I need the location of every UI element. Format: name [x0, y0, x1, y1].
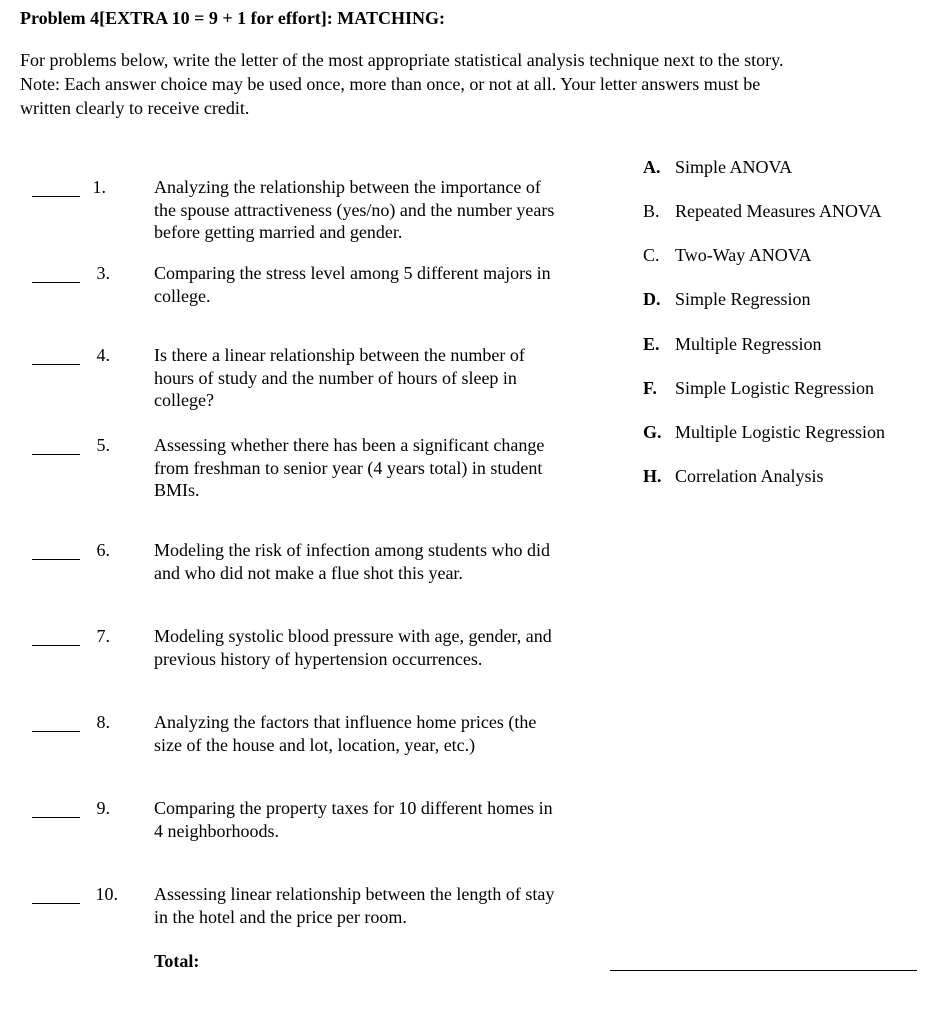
problem-line: Analyzing the factors that influence home prices (the: [154, 712, 537, 732]
answer-choice: [643, 157, 792, 178]
problem-line: 4 neighborhoods.: [154, 820, 279, 841]
answer-choice: [643, 334, 822, 355]
answer-choice: [643, 289, 811, 310]
answer-choice: [643, 245, 811, 266]
problem-line: from freshman to senior year (4 years total) in student: [154, 457, 543, 478]
problem-text: [154, 711, 624, 756]
instruction-line: written clearly to receive credit.: [20, 98, 250, 118]
choice-letter: C.: [643, 245, 660, 265]
choice-label: Simple ANOVA: [675, 157, 793, 177]
answer-blank[interactable]: [32, 903, 80, 904]
problem-line: Modeling systolic blood pressure with age, gender, and: [154, 626, 552, 646]
choice-label: Multiple Logistic Regression: [675, 422, 885, 442]
choice-label: Repeated Measures ANOVA: [675, 201, 882, 221]
problem-line: Comparing the property taxes for 10 different homes in: [154, 798, 553, 818]
problem-line: college?: [154, 390, 214, 410]
problem-title: Problem 4[EXTRA 10 = 9 + 1 for effort]: MATCHING:: [20, 8, 445, 28]
choice-letter: E.: [643, 334, 660, 354]
problem-line: Analyzing the relationship between the importance of: [154, 177, 541, 197]
problem-number: 5.: [96, 435, 110, 455]
problem-text: [154, 176, 624, 244]
problem-text: [154, 883, 624, 928]
problem-line: the spouse attractiveness (yes/no) and the number years: [154, 199, 555, 220]
answer-choice: [643, 422, 885, 443]
problem-line: hours of study and the number of hours of sleep in: [154, 367, 517, 388]
choice-label: Two-Way ANOVA: [675, 245, 812, 265]
problem-line: Is there a linear relationship between the number of: [154, 345, 525, 365]
choice-letter: H.: [643, 466, 662, 486]
problem-text: [154, 797, 624, 842]
choice-letter: D.: [643, 289, 661, 309]
total-answer-line[interactable]: [610, 970, 917, 971]
problem-number: 4.: [96, 345, 110, 365]
problem-number: 8.: [96, 712, 110, 732]
problem-line: before getting married and gender.: [154, 222, 403, 242]
answer-choice: [643, 201, 882, 222]
problem-text: [154, 344, 624, 412]
choice-letter: G.: [643, 422, 662, 442]
instruction-line: Note: Each answer choice may be used once, more than once, or not at all. Your letter answers must be: [20, 74, 761, 94]
problem-line: Assessing linear relationship between the length of stay: [154, 884, 555, 904]
instruction-line: For problems below, write the letter of the most appropriate statistical analysis technique next to the story.: [20, 50, 784, 70]
problem-text: [154, 434, 624, 502]
problem-number: 6.: [96, 540, 110, 560]
problem-line: previous history of hypertension occurrences.: [154, 648, 483, 669]
answer-choice: [643, 378, 874, 399]
problem-number: 10.: [95, 884, 118, 904]
choice-letter: F.: [643, 378, 657, 398]
problem-number: 7.: [96, 626, 110, 646]
problem-line: Comparing the stress level among 5 different majors in: [154, 263, 551, 283]
choice-label: Multiple Regression: [675, 334, 822, 354]
total-label: Total:: [154, 951, 200, 971]
problem-line: in the hotel and the price per room.: [154, 906, 407, 927]
problem-line: BMIs.: [154, 480, 200, 500]
instructions: [20, 48, 920, 120]
problem-line: Modeling the risk of infection among students who did: [154, 540, 550, 560]
choice-letter: A.: [643, 157, 661, 177]
choice-label: Simple Regression: [675, 289, 811, 309]
problem-number: 9.: [96, 798, 110, 818]
problem-line: college.: [154, 285, 211, 306]
problem-number: 3.: [96, 263, 110, 283]
choice-label: Correlation Analysis: [675, 466, 824, 486]
problem-line: size of the house and lot, location, year, etc.): [154, 734, 476, 755]
problem-line: and who did not make a flue shot this year.: [154, 562, 463, 583]
choice-label: Simple Logistic Regression: [675, 378, 874, 398]
choice-letter: B.: [643, 201, 660, 221]
problem-text: [154, 539, 624, 584]
problem-line: Assessing whether there has been a significant change: [154, 435, 545, 455]
problem-number: 1.: [92, 177, 106, 197]
answer-choice: [643, 466, 823, 487]
problem-text: [154, 625, 624, 670]
problem-text: [154, 262, 624, 307]
